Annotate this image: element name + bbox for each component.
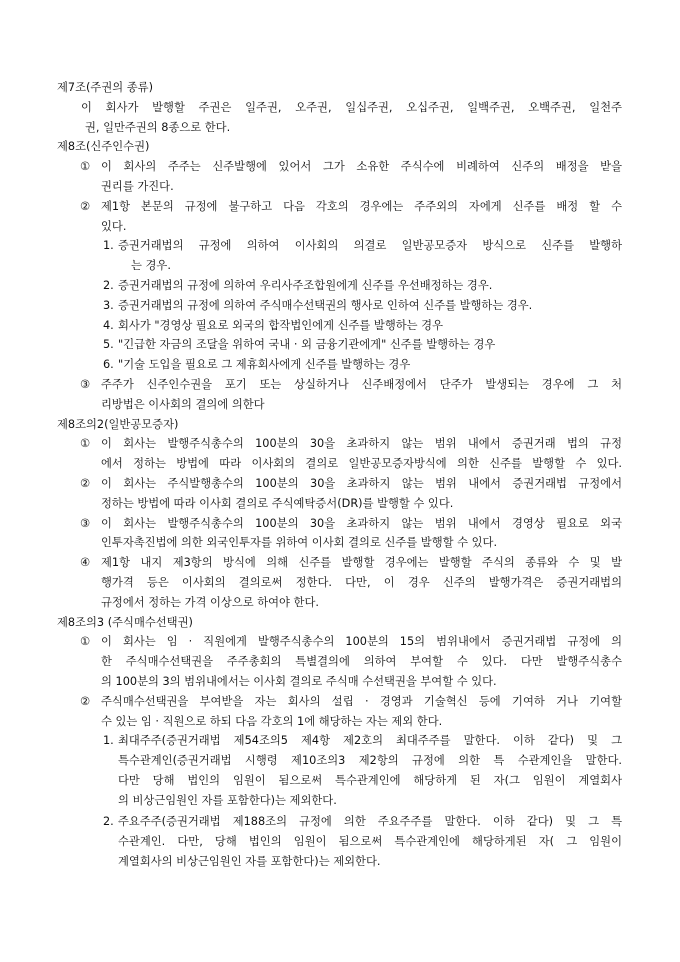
clause-1 [57, 632, 622, 691]
subitem-3 [57, 296, 622, 316]
text-line: 의 100분의 3의 범위내에서는 이사회 결의로 주식매 수선택권을 부여할 수 있다. [101, 674, 497, 688]
text-line: "긴급한 자금의 조달을 위하여 국내 · 외 금융기관에게" 신주를 발행하는 경우 [118, 338, 496, 352]
subitem-6 [57, 355, 622, 375]
article-7-body [57, 98, 622, 138]
clause-marker: ② [80, 476, 91, 490]
text-line: 는 경우. [131, 259, 171, 273]
article-8-3-heading: 제8조의3 (주식매수선택권) [57, 615, 193, 629]
clause-marker: ③ [80, 516, 91, 530]
clause-marker: ② [80, 694, 91, 708]
text-line: 계열회사의 비상근임원인 자를 포함한다)는 제외한다. [118, 855, 381, 869]
subitem-marker: 4. [103, 318, 114, 332]
clause-marker: ① [80, 437, 91, 451]
clause-1 [57, 434, 622, 474]
clause-2 [57, 197, 622, 237]
clause-1 [57, 157, 622, 197]
text-line: 규정에서 정하는 가격 이상으로 하여야 한다. [101, 595, 319, 609]
text-line: 권, 일만주권의 8종으로 한다. [85, 120, 231, 134]
text-line: 리방법은 이사회의 결의에 의한다 [101, 397, 265, 411]
subitem-marker: 1. [103, 239, 114, 253]
text-line: 수 있는 임 · 직원으로 하되 다음 각호의 1에 해당하는 자는 제외 한다. [101, 714, 443, 728]
clause-marker: ① [80, 635, 91, 649]
text-line: 이 회사는 발행주식총수의 100분의 30을 초과하지 않는 범위 내에서 증권거래 법의 규정 [101, 437, 622, 451]
subitem-marker: 1. [103, 734, 114, 748]
text-line: 주주가 신주인수권을 포기 또는 상실하거나 신주배정에서 단주가 발생되는 경우에 그 처 [101, 377, 622, 391]
subitem-marker: 3. [103, 298, 114, 312]
subitem-4 [57, 316, 622, 336]
text-line: 인투자촉진법에 의한 외국인투자를 위하여 이사회 결의로 신주를 발행할 수 있다. [101, 536, 498, 550]
text-line: 주식매수선택권을 부여받을 자는 회사의 설립 · 경영과 기술혁신 등에 기여하 거나 기여할 [101, 694, 622, 708]
text-line: 다만 당해 법인의 임원이 됨으로써 특수관계인에 해당하게 된 자(그 임원이 계열회사 [118, 773, 622, 787]
article-8-heading: 제8조(신주인수권) [57, 140, 150, 154]
clause-2 [57, 474, 622, 514]
text-line: "기술 도입을 필요로 그 제휴회사에게 신주를 발행하는 경우 [118, 358, 411, 372]
subitem-5 [57, 335, 622, 355]
text-line: 이 회사의 주주는 신주발행에 있어서 그가 소유한 주식수에 비례하여 신주의 배정을 받을 [101, 160, 622, 174]
text-line: 제1항 본문의 규정에 불구하고 다음 각호의 경우에는 주주외의 자에게 신주를 배정 할 수 [101, 199, 622, 213]
clause-marker: ③ [80, 377, 91, 391]
subitem-marker: 5. [103, 338, 114, 352]
clause-marker: ④ [80, 556, 91, 570]
text-line: 행가격 등은 이사회의 결의로써 정한다. 다만, 이 경우 신주의 발행가격은 증권거래법의 [101, 575, 622, 589]
article-7-heading: 제7조(주권의 종류) [57, 81, 153, 94]
text-line: 특수관계인(증권거래법 시행령 제10조의3 제2항의 규정에 의한 특 수관계인을 말한다. [118, 754, 622, 768]
text-line: 회사가 "경영상 필요로 외국의 합작법인에게 신주를 발행하는 경우 [118, 318, 443, 332]
article-8-2-heading: 제8조의2(일반공모증자) [57, 417, 179, 431]
text-line: 정하는 방법에 따라 이사회 결의로 주식예탁증서(DR)를 발행할 수 있다. [101, 496, 454, 510]
text-line: 권리를 가진다. [101, 179, 174, 193]
text-line: 의 비상근임원인 자를 포함한다)는 제외한다. [118, 793, 337, 807]
text-line: 에서 정하는 방법에 따라 이사회의 결의로 일반공모증자방식에 의한 신주를 발행할 수 있다. [101, 457, 622, 471]
text-line: 증권거래법의 규정에 의하여 주식매수선택권의 행사로 인하여 신주를 발행하는 경우. [118, 298, 533, 312]
text-line: 최대주주(증권거래법 제54조의5 제4항 제2호의 최대주주를 말한다. 이하 같다) 및 그 [118, 734, 622, 748]
text-line: 수관계인. 다만, 당해 법인의 임원이 됨으로써 특수관계인에 해당하게된 자( 그 임원이 [118, 835, 622, 849]
text-line: 주요주주(증권거래법 제188조의 규정에 의한 주요주주를 말한다. 이하 같다) 및 그 특 [118, 815, 622, 829]
clause-marker: ① [80, 160, 91, 174]
text-line: 제1항 내지 제3항의 방식에 의해 신주를 발행할 경우에는 발행할 주식의 종류와 수 및 발 [101, 556, 622, 570]
text-line: 한 주식매수선택권을 주주총회의 특별결의에 의하여 부여할 수 있다. 다만 발행주식총수 [101, 655, 622, 669]
subitem-marker: 2. [103, 815, 114, 829]
text-line: 이 회사는 주식발행총수의 100분의 30을 초과하지 않는 범위 내에서 증권거래법 규정에서 [101, 476, 622, 490]
text-line: 있다. [101, 219, 127, 233]
text-line: 이 회사가 발행할 주권은 일주권, 오주권, 일십주권, 오십주권, 일백주권, 오백주권, 일천주 [81, 100, 622, 114]
subitem-1 [57, 731, 622, 810]
text-line: 증권거래법의 규정에 의하여 이사회의 의결로 일반공모증자 방식으로 신주를 발행하 [118, 239, 622, 253]
subitem-marker: 6. [103, 358, 114, 372]
subitem-1 [57, 236, 622, 276]
clause-2 [57, 692, 622, 732]
subitem-marker: 2. [103, 278, 114, 292]
text-line: 이 회사는 임 · 직원에게 발행주식총수의 100분의 15의 범위내에서 증권거래법 규정에 의 [101, 635, 622, 649]
text-line: 이 회사는 발행주식총수의 100분의 30을 초과하지 않는 범위 내에서 경영상 필요로 외국 [101, 516, 622, 530]
text-line: 증권거래법의 규정에 의하여 우리사주조합원에게 신주를 우선배정하는 경우. [118, 278, 493, 292]
subitem-2 [57, 276, 622, 296]
clause-3 [57, 514, 622, 554]
clause-4 [57, 553, 622, 612]
clause-3 [57, 375, 622, 415]
subitem-2 [57, 812, 622, 871]
clause-marker: ② [80, 199, 91, 213]
